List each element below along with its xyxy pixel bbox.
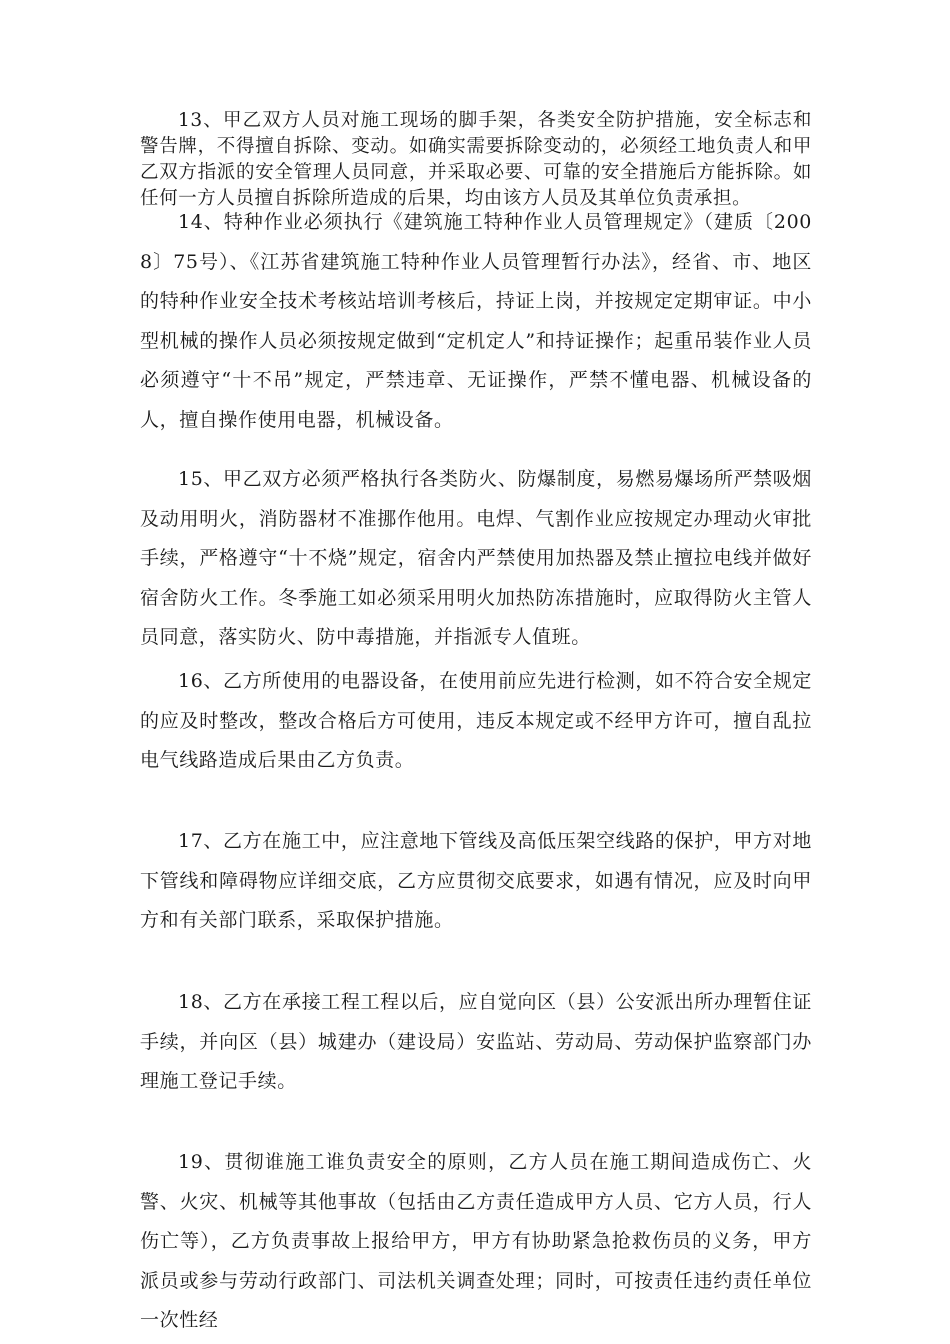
clause-13: 13、甲乙双方人员对施工现场的脚手架，各类安全防护措施，安全标志和警告牌，不得擅自拆除、变动。如确实需要拆除变动的，必须经工地负责人和甲乙双方指派的安全管理人员同意，并采取必要、可靠的安全措施后方能拆除。如任何一方人员擅自拆除所造成的后果，均由该方人员及其单位负责承担。: [140, 110, 812, 209]
clause-14: 14、特种作业必须执行《建筑施工特种作业人员管理规定》（建质〔2008〕75号）、《江苏省建筑施工特种作业人员管理暂行办法》，经省、市、地区的特种作业安全技术考核站培训考核后，持证上岗，并按规定定期审证。中小型机械的操作人员必须按规定做到“定机定人”和持证操作；起重吊装作业人员必须遵守“十不吊”规定，严禁违章、无证操作，严禁不懂电器、机械设备的人，擅自操作使用电器，机械设备。: [140, 211, 812, 431]
clause-18: 18、乙方在承接工程工程以后，应自觉向区（县）公安派出所办理暂住证手续，并向区（县）城建办（建设局）安监站、劳动局、劳动保护监察部门办理施工登记手续。: [140, 991, 812, 1093]
clause-17: 17、乙方在施工中，应注意地下管线及高低压架空线路的保护，甲方对地下管线和障碍物应详细交底，乙方应贯彻交底要求，如遇有情况，应及时向甲方和有关部门联系，采取保护措施。: [140, 830, 812, 932]
clause-16: 16、乙方所使用的电器设备，在使用前应先进行检测，如不符合安全规定的应及时整改，整改合格后方可使用，违反本规定或不经甲方许可，擅自乱拉电气线路造成后果由乙方负责。: [140, 670, 812, 772]
clause-15: 15、甲乙双方必须严格执行各类防火、防爆制度，易燃易爆场所严禁吸烟及动用明火，消防器材不准挪作他用。电焊、气割作业应按规定办理动火审批手续，严格遵守“十不烧”规定，宿舍内严禁使用加热器及禁止擅拉电线并做好宿舍防火工作。冬季施工如必须采用明火加热防冻措施时，应取得防火主管人员同意，落实防火、防中毒措施，并指派专人值班。: [140, 468, 812, 649]
clause-19: 19、贯彻谁施工谁负责安全的原则，乙方人员在施工期间造成伤亡、火警、火灾、机械等其他事故（包括由乙方责任造成甲方人员、它方人员，行人伤亡等），乙方负责事故上报给甲方，甲方有协助紧急抢救伤员的义务，甲方派员或参与劳动行政部门、司法机关调查处理；同时，可按责任违约责任单位一次性经: [140, 1151, 812, 1332]
